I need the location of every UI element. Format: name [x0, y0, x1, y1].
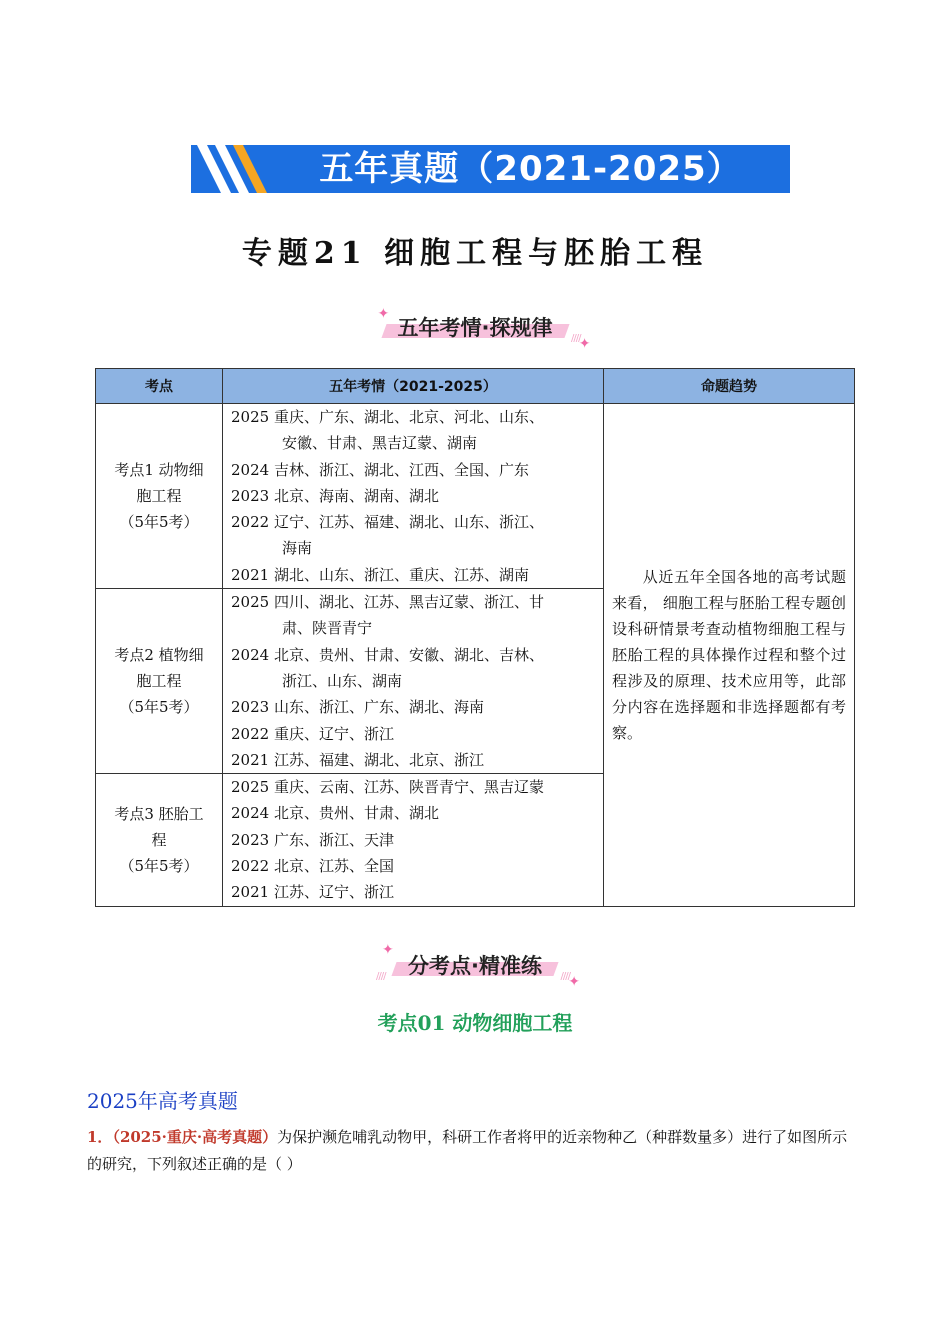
year-section-title: 2025年高考真题 [87, 1089, 238, 1113]
years-cell: 2025 重庆、广东、湖北、北京、河北、山东、 安徽、甘肃、黑吉辽蒙、湖南 2024 吉林、浙江、湖北、江西、全国、广东 2023 北京、海南、湖南、湖北 2022 辽宁、江苏、福建、湖北、山东、浙江、 海南 2021 湖北、山东、浙江、重庆、江苏、湖南 [223, 404, 604, 589]
kaodian-cell: 考点2 植物细 胞工程 （5年5考） [96, 589, 223, 774]
kaodian-cell: 考点1 动物细 胞工程 （5年5考） [96, 404, 223, 589]
years-cell: 2025 重庆、云南、江苏、陕晋青宁、黑吉辽蒙 2024 北京、贵州、甘肃、湖北 2023 广东、浙江、天津 2022 北京、江苏、全国 2021 江苏、辽宁、浙江 [223, 774, 604, 907]
section-header-practice: ✦ //// 分考点·精准练 //// ✦ [376, 942, 580, 990]
kaodian-cell: 考点3 胚胎工 程 （5年5考） [96, 774, 223, 907]
exam-trend-table [95, 368, 855, 907]
col-header-kaodian: 考点 [96, 369, 223, 404]
kaodian-01-title: 考点01 动物细胞工程 [377, 1011, 573, 1035]
dash-decoration: //// [560, 971, 570, 982]
section-header-trends: ✦ 五年考情·探规律 //// ✦ [377, 306, 591, 352]
dash-decoration: //// [376, 971, 386, 982]
dash-decoration: //// [571, 333, 581, 344]
banner-title: 五年真题（2021-2025） [319, 149, 742, 189]
trend-cell: 从近五年全国各地的高考试题来看， 细胞工程与胚胎工程专题创设科研情景考查动植物细胞工程与胚胎工程的具体操作过程和整个过程涉及的原理、技术应用等，此部分内容在选择题和非选择题都有考察。 [604, 404, 855, 907]
question-text: 为保护濒危哺乳动物甲，科研工作者将甲的近亲物种乙（种群数量多）进行了如图所示的研究，下列叙述正确的是（ ） [87, 1128, 848, 1173]
sparkle-icon: ✦ [382, 942, 394, 958]
page-title: 专题21 细胞工程与胚胎工程 [241, 236, 709, 271]
col-header-years: 五年考情（2021-2025） [223, 369, 604, 404]
question-source-tag: （2025·重庆·高考真题） [112, 1128, 278, 1146]
question-number: 1． [87, 1128, 113, 1146]
table-row [96, 404, 855, 589]
table-header-row [96, 369, 855, 404]
sparkle-icon: ✦ [578, 336, 591, 352]
question-1 [87, 1124, 862, 1178]
banner [191, 145, 790, 193]
banner-stripes-decoration [191, 145, 281, 193]
col-header-trend: 命题趋势 [604, 369, 855, 404]
sparkle-icon: ✦ [377, 306, 390, 322]
sparkle-icon: ✦ [568, 974, 580, 990]
years-cell: 2025 四川、湖北、江苏、黑吉辽蒙、浙江、甘 肃、陕晋青宁 2024 北京、贵州、甘肃、安徽、湖北、吉林、 浙江、山东、湖南 2023 山东、浙江、广东、湖北、海南 2022 重庆、辽宁、浙江 2021 江苏、福建、湖北、北京、浙江 [223, 589, 604, 774]
